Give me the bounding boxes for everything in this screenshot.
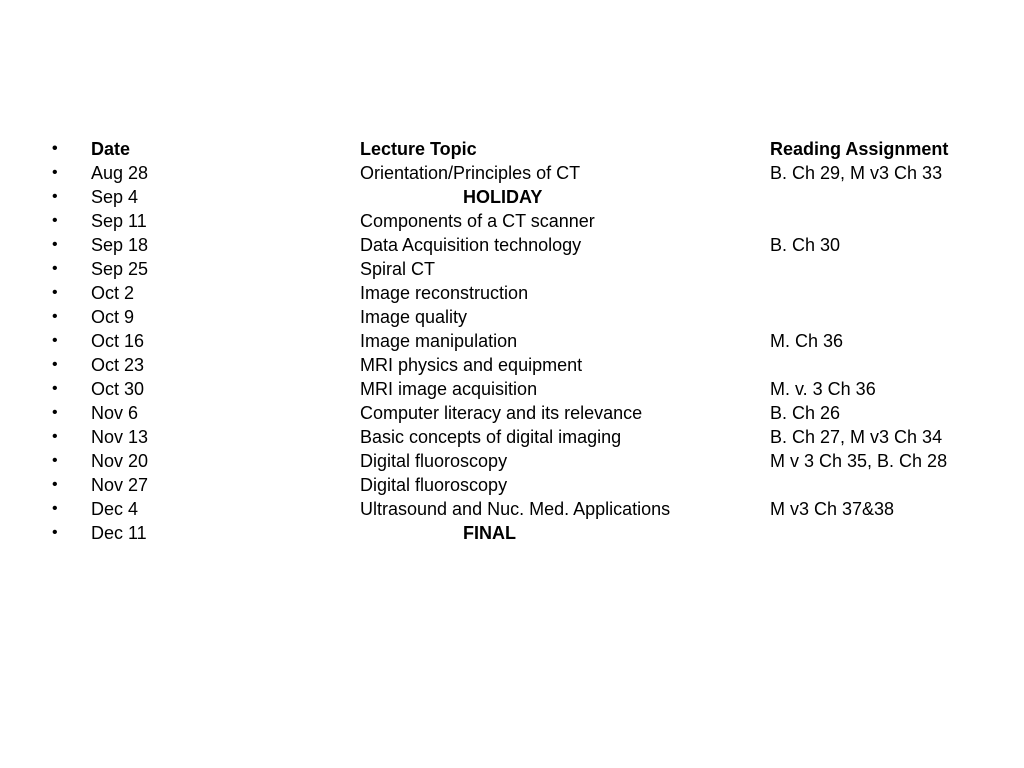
schedule-row [0, 449, 1024, 473]
schedule-row [0, 233, 1024, 257]
schedule-row [0, 521, 1024, 545]
row-special-note: HOLIDAY [463, 187, 543, 207]
row-lecture-topic: Components of a CT scanner [360, 211, 595, 231]
row-lecture-topic: Spiral CT [360, 259, 436, 279]
row-reading-assignment: B. Ch 29, M v3 Ch 33 [770, 163, 943, 183]
row-lecture-topic: Orientation/Principles of CT [360, 163, 581, 183]
schedule-rows [0, 161, 1024, 545]
row-lecture-topic: Image reconstruction [360, 283, 529, 303]
row-lecture-topic: Computer literacy and its relevance [360, 403, 643, 423]
row-lecture-topic: Ultrasound and Nuc. Med. Applications [360, 499, 671, 519]
schedule-row [0, 329, 1024, 353]
bullet-icon: • [52, 164, 58, 181]
row-lecture-topic: Digital fluoroscopy [360, 475, 508, 495]
row-date: Dec 4 [91, 499, 139, 519]
bullet-icon: • [52, 188, 58, 205]
schedule-row [0, 185, 1024, 209]
row-date: Oct 9 [91, 307, 135, 327]
bullet-icon: • [52, 476, 58, 493]
row-date: Oct 16 [91, 331, 145, 351]
row-reading-assignment: B. Ch 30 [770, 235, 841, 255]
schedule-row [0, 497, 1024, 521]
row-reading-assignment: B. Ch 26 [770, 403, 841, 423]
row-date: Oct 2 [91, 283, 135, 303]
row-reading-assignment: M v3 Ch 37&38 [770, 499, 895, 519]
row-reading-assignment: M v 3 Ch 35, B. Ch 28 [770, 451, 948, 471]
header-lecture-topic: Lecture Topic [360, 139, 477, 159]
bullet-icon: • [52, 308, 58, 325]
bullet-icon: • [52, 356, 58, 373]
bullet-icon: • [52, 140, 58, 157]
bullet-icon: • [52, 380, 58, 397]
schedule-header-row [0, 137, 1024, 161]
bullet-icon: • [52, 236, 58, 253]
row-date: Dec 11 [91, 523, 147, 543]
schedule-row [0, 425, 1024, 449]
schedule-row [0, 377, 1024, 401]
row-date: Oct 30 [91, 379, 145, 399]
row-lecture-topic: Image quality [360, 307, 468, 327]
bullet-icon: • [52, 284, 58, 301]
bullet-icon: • [52, 524, 58, 541]
row-date: Nov 27 [91, 475, 149, 495]
row-date: Nov 6 [91, 403, 139, 423]
row-lecture-topic: Digital fluoroscopy [360, 451, 508, 471]
row-reading-assignment: B. Ch 27, M v3 Ch 34 [770, 427, 943, 447]
row-lecture-topic: Data Acquisition technology [360, 235, 582, 255]
row-date: Nov 13 [91, 427, 149, 447]
row-date: Oct 23 [91, 355, 145, 375]
row-date: Sep 4 [91, 187, 139, 207]
course-schedule [0, 137, 1024, 545]
row-date: Sep 18 [91, 235, 149, 255]
row-date: Aug 28 [91, 163, 149, 183]
schedule-row [0, 209, 1024, 233]
schedule-row [0, 257, 1024, 281]
bullet-icon: • [52, 452, 58, 469]
bullet-icon: • [52, 404, 58, 421]
row-lecture-topic: Image manipulation [360, 331, 518, 351]
row-lecture-topic: MRI image acquisition [360, 379, 538, 399]
row-lecture-topic: MRI physics and equipment [360, 355, 583, 375]
row-reading-assignment: M. v. 3 Ch 36 [770, 379, 876, 399]
schedule-row [0, 401, 1024, 425]
bullet-icon: • [52, 212, 58, 229]
row-date: Sep 25 [91, 259, 149, 279]
row-reading-assignment: M. Ch 36 [770, 331, 844, 351]
bullet-icon: • [52, 260, 58, 277]
header-date: Date [91, 139, 131, 159]
schedule-row [0, 353, 1024, 377]
schedule-row [0, 161, 1024, 185]
schedule-row [0, 473, 1024, 497]
schedule-row [0, 305, 1024, 329]
schedule-row [0, 281, 1024, 305]
row-lecture-topic: Basic concepts of digital imaging [360, 427, 622, 447]
header-reading-assignment: Reading Assignment [770, 139, 949, 159]
bullet-icon: • [52, 500, 58, 517]
row-date: Sep 11 [91, 211, 147, 231]
bullet-icon: • [52, 428, 58, 445]
row-special-note: FINAL [463, 523, 516, 543]
row-date: Nov 20 [91, 451, 149, 471]
bullet-icon: • [52, 332, 58, 349]
